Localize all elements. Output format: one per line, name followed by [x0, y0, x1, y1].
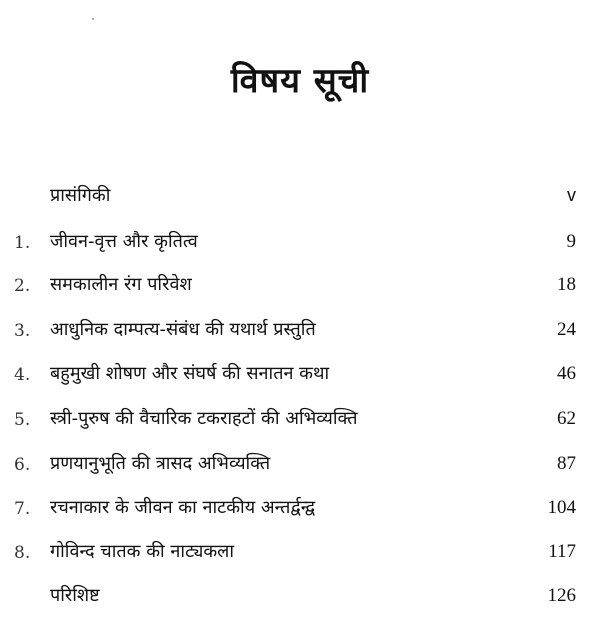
toc-entry-label: आधुनिक दाम्पत्य-संबंध की यथार्थ प्रस्तुति [50, 319, 316, 340]
toc-entry-page: 104 [547, 497, 576, 518]
toc-entry-page: 9 [566, 231, 576, 252]
toc-entry-label: प्रासंगिकी [50, 185, 111, 206]
toc-entry-number: 3. [14, 321, 31, 341]
toc-entry-number: 7. [14, 499, 31, 519]
toc-entry-page: 24 [557, 319, 576, 340]
toc-entry-label: समकालीन रंग परिवेश [50, 274, 192, 295]
toc-entry-number: 6. [14, 455, 31, 475]
toc-entry-chapter-6 [0, 451, 600, 483]
toc-entry-chapter-3 [0, 317, 600, 349]
toc-entry-chapter-1 [0, 229, 600, 261]
toc-entry-page: 18 [557, 274, 576, 295]
toc-entry-label: बहुमुखी शोषण और संघर्ष की सनातन कथा [50, 363, 330, 384]
toc-entry-page: 126 [547, 585, 576, 606]
toc-entry-chapter-2 [0, 272, 600, 304]
toc-entry-appendix [0, 583, 600, 615]
toc-entry-preface [0, 183, 600, 215]
toc-entry-label: प्रणयानुभूति की त्रासद अभिव्यक्ति [50, 453, 271, 474]
toc-entry-chapter-8 [0, 539, 600, 571]
toc-entry-number: 4. [14, 365, 31, 385]
toc-entry-page: 87 [557, 453, 576, 474]
toc-entry-number: 2. [14, 276, 31, 296]
toc-entry-label: स्त्री-पुरुष की वैचारिक टकराहटों की अभिव्यक्ति [50, 408, 358, 429]
toc-entry-page: 62 [557, 408, 576, 429]
toc-entry-number: 5. [14, 410, 31, 430]
page-title: विषय सूची [230, 61, 370, 101]
toc-entry-label: परिशिष्ट [50, 585, 100, 606]
toc-entry-page: 46 [557, 363, 576, 384]
scan-speck [92, 18, 94, 20]
toc-entry-page: 117 [548, 541, 576, 562]
toc-entry-label: गोविन्द चातक की नाट्यकला [50, 541, 235, 562]
toc-entry-chapter-7 [0, 495, 600, 527]
toc-entry-number: 1. [14, 233, 31, 253]
toc-entry-chapter-5 [0, 406, 600, 438]
toc-entry-chapter-4 [0, 361, 600, 393]
toc-entry-number: 8. [14, 543, 31, 563]
toc-entry-page: v [567, 185, 576, 205]
toc-entry-label: जीवन-वृत्त और कृतित्व [50, 231, 198, 252]
toc-entry-label: रचनाकार के जीवन का नाटकीय अन्तर्द्वन्द्व [50, 497, 316, 518]
